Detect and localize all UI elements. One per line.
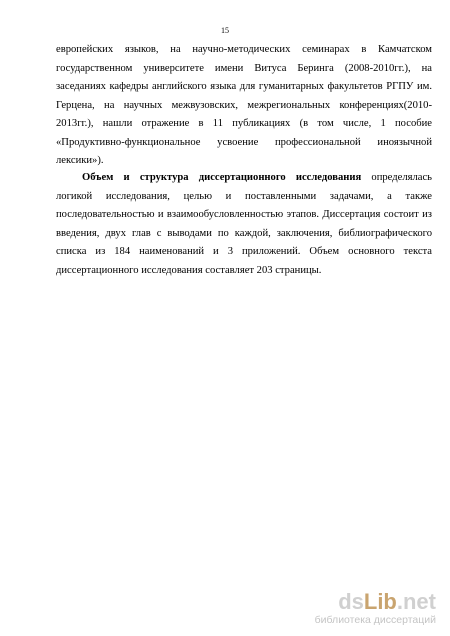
text-line: лексики»). (56, 155, 104, 166)
paragraph-structure (56, 169, 432, 280)
paragraph-approbation (56, 41, 432, 171)
text-line: «Продуктивно-функциональное усвоение профессиональной иноязычной (56, 136, 432, 148)
text-line: введения, двух глав с выводами по каждой, заключения, библиографического (56, 227, 432, 239)
text-line: заседаниях кафедры английского языка для гуманитарных факультетов РГПУ им. (56, 81, 432, 92)
dslib-logo: dsLib.net (338, 589, 436, 614)
dslib-subtitle: библиотека диссертаций (314, 614, 436, 626)
text-line: 2013гг.), нашли отражение в 11 публикациях (в том числе, 1 пособие (56, 118, 432, 129)
text-line: европейских языков, на научно-методических семинарах в Камчатском (56, 44, 432, 55)
text-line: списка из 184 наименований и 3 приложений. Объем основного текста (56, 246, 432, 257)
lead-continuation: определялась (361, 172, 432, 183)
text-line: Герцена, на научных межвузовских, межрегиональных конференциях(2010- (56, 99, 432, 111)
text-line-lead (56, 169, 432, 188)
text-line: логикой исследования, целью и поставленными задачами, а также (56, 190, 432, 202)
bold-heading-phrase: Объем и структура диссертационного исследования (82, 172, 362, 183)
dslib-watermark[interactable] (312, 590, 436, 626)
text-line: диссертационного исследования составляет 203 страницы. (56, 264, 322, 276)
text-line: государственном университете имени Витуса Беринга (2008-2010гг.), на (56, 62, 432, 74)
text-line: последовательностью и взаимообусловленностью этапов. Диссертация состоит из (56, 209, 432, 220)
page-number: 15 (221, 26, 229, 35)
